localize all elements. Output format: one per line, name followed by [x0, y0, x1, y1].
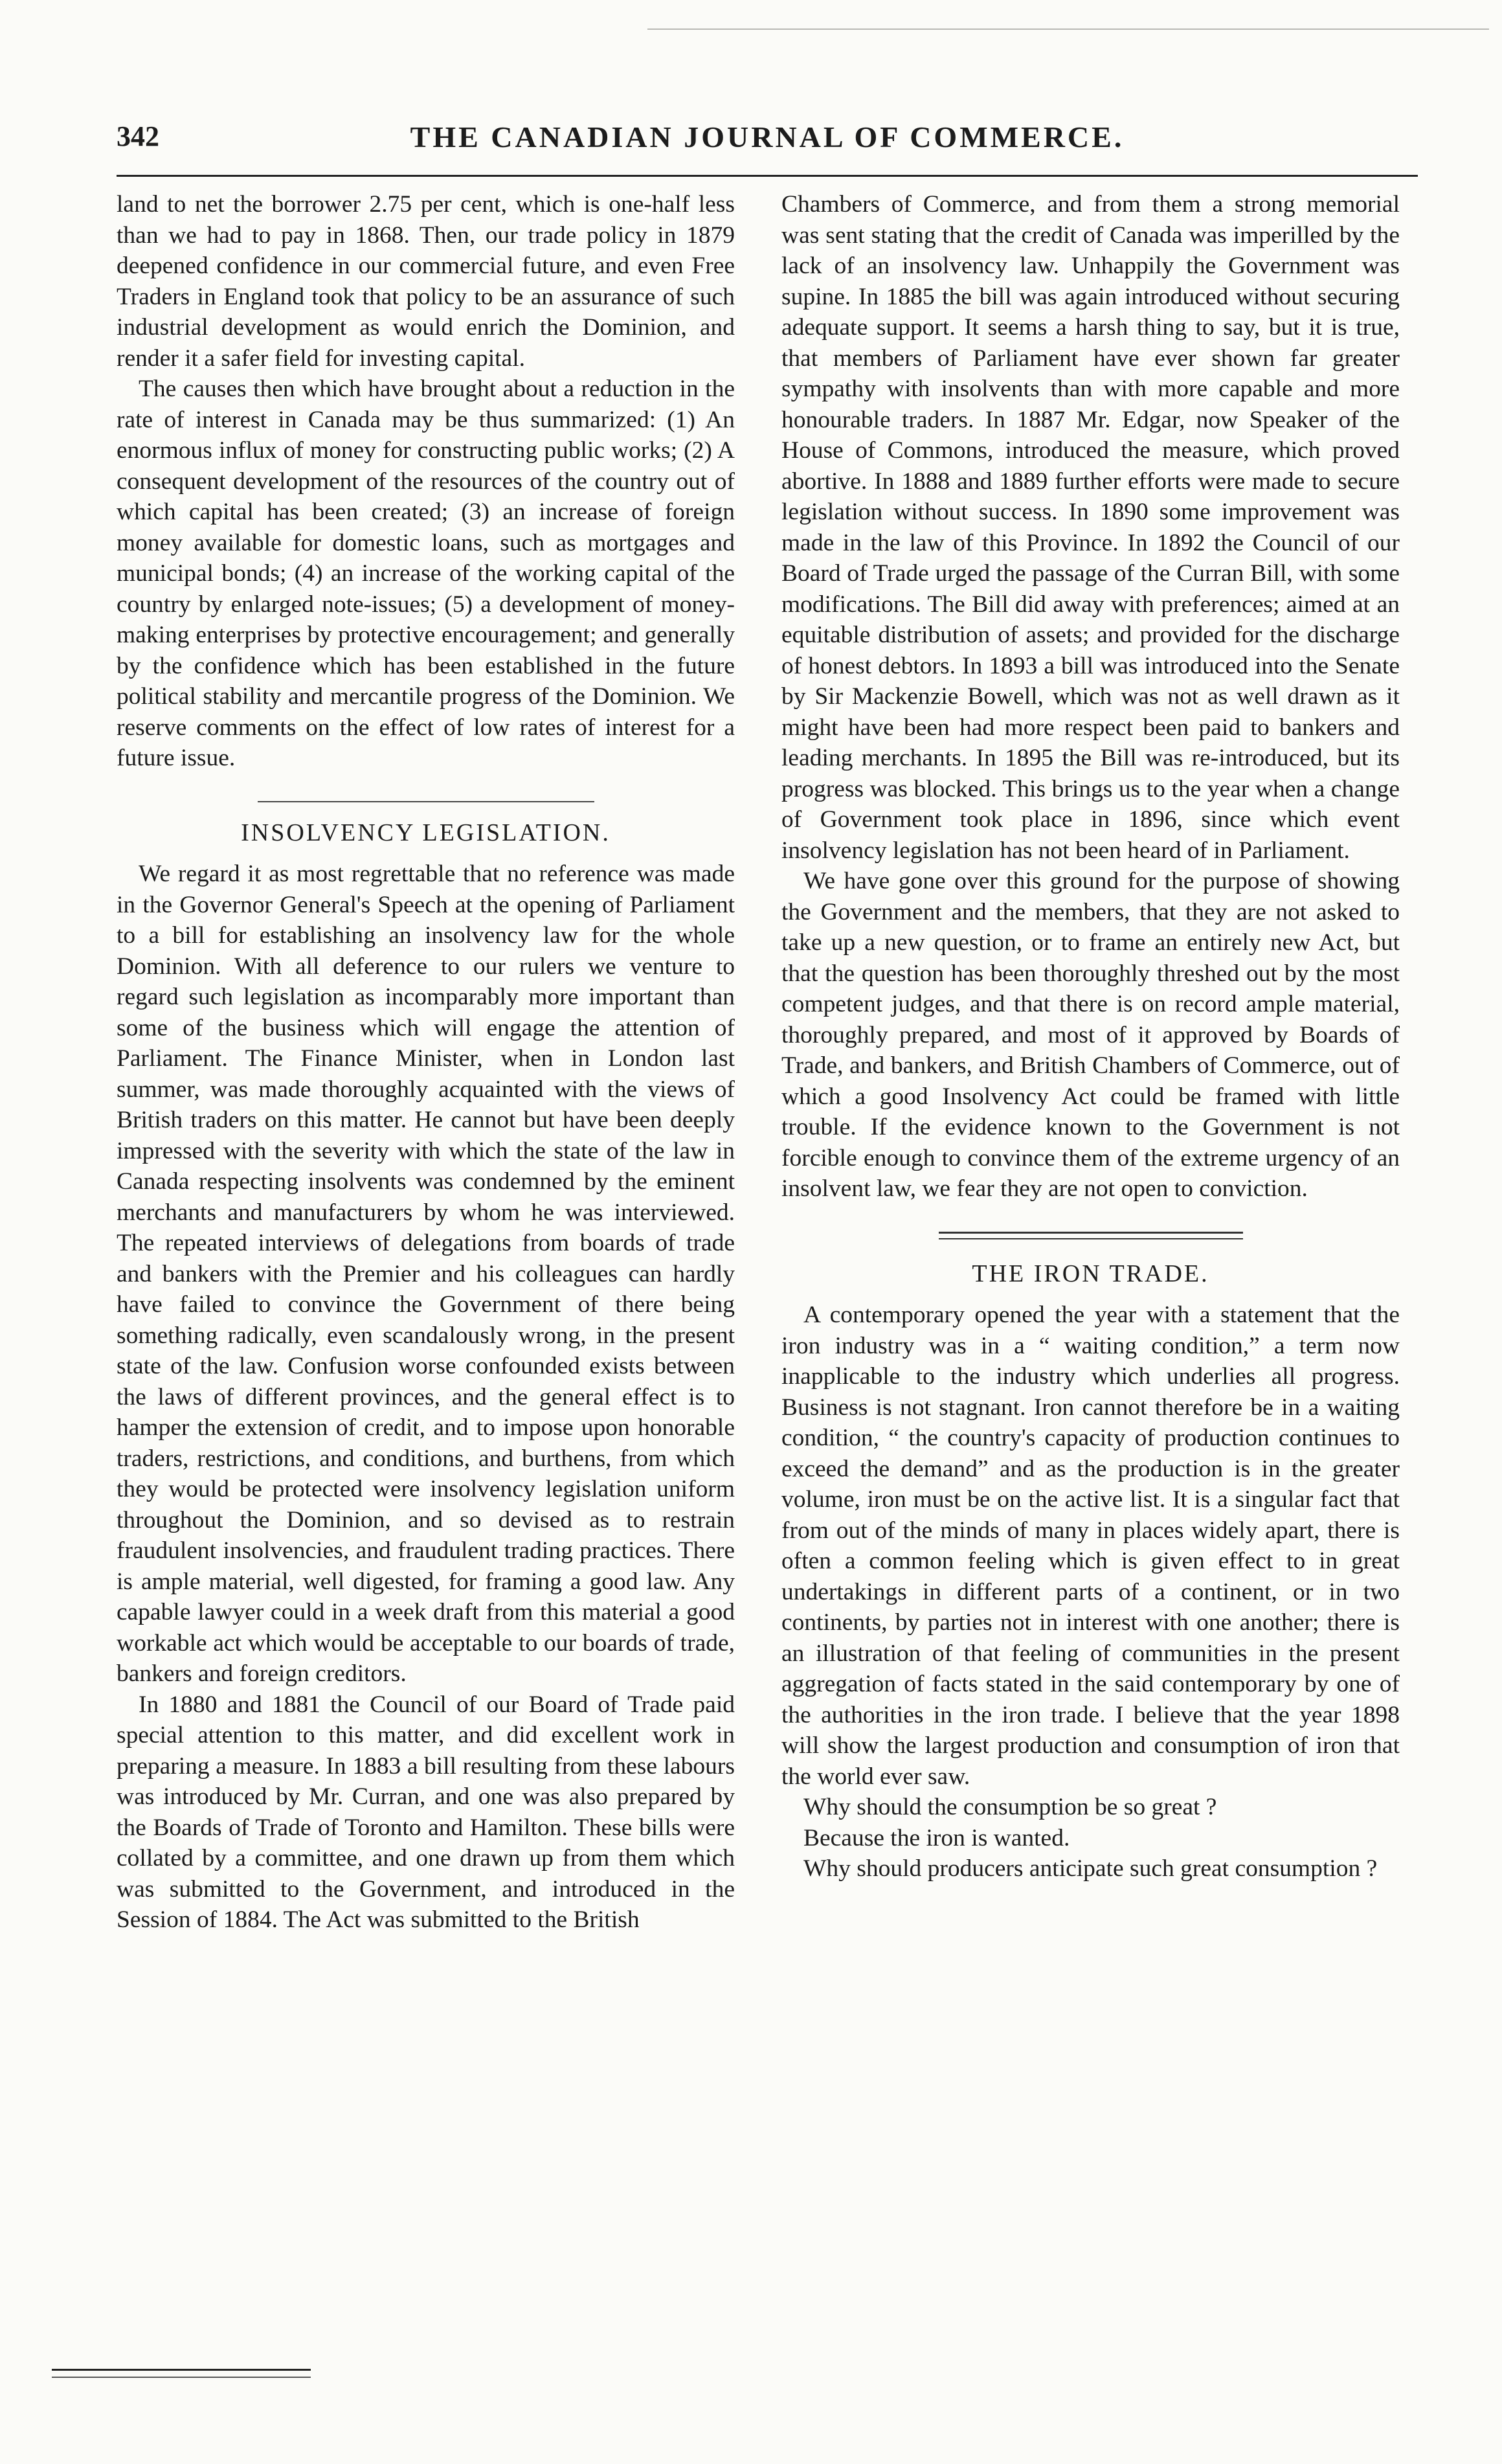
- left-column: [117, 189, 735, 1936]
- insolvency-heading: INSOLVENCY LEGISLATION.: [241, 819, 611, 846]
- footer-rule: [52, 2369, 311, 2371]
- journal-title: THE CANADIAN JOURNAL OF COMMERCE.: [410, 120, 1125, 153]
- page-header: [117, 120, 1418, 165]
- dialogue-line-1: Why should the consumption be so great ?: [803, 1794, 1217, 1820]
- iron-trade-paragraph: A contemporary opened the year with a statement that the iron industry was in a “ waiting condition,” a term now inapplicable to the industry which underlies all progress. Business is not stagnant. Iron cannot therefore be in a waiting condition, “ the country's capacity of production continues to exceed the demand” and as the production is in the greater volume, iron must be on the active list. It is a singular fact that from out of the minds of many in places widely apart, there is often a common feeling which is given effect to in great undertakings in different parts of a continent, or in two continents, by parties not in interest with one another; there is an illustration of that feeling of communities in the present aggregation of facts stated in the said contemporary by one of the authorities in the iron trade. I believe that the year 1898 will show the largest production and consumption of iron that the world ever saw.: [781, 1302, 1400, 1790]
- insolvency-paragraph-2: In 1880 and 1881 the Council of our Board of Trade paid special attention to this matter, and did excellent work in preparing a measure. In 1883 a bill resulting from these labours was introduced by Mr. Curran, and one was also prepared by the Boards of Trade of Toronto and Hamilton. These bills were collated by a committee, and one drawn up from them which was submitted to the Government, and introduced in the Session of 1884. The Act was submitted to the British: [117, 1691, 735, 1933]
- section-divider: [258, 801, 594, 802]
- dialogue-line-2: Because the iron is wanted.: [803, 1824, 1070, 1851]
- double-section-divider: [939, 1232, 1243, 1239]
- top-scan-line: [647, 28, 1489, 30]
- insolvency-paragraph-1: We regard it as most regrettable that no reference was made in the Governor General's Speech at the opening of Parliament to a bill for establishing an insolvency law for the whole Dominion. With all deference to our rulers we venture to regard such legislation as incomparably more important than some of the business which will engage the attention of Parliament. The Finance Minister, when in London last summer, was made thoroughly acquainted with the views of British traders on this matter. He cannot but have been deeply impressed with the severity with which the state of the law in Canada respecting insolvents was condemned by the eminent merchants and manufacturers by whom he was interviewed. The repeated interviews of delegations from boards of trade and bankers with the Premier and his colleagues can hardly have failed to convince the Government of there being something radically, even scandalously wrong, in the present state of the law. Confusion worse confounded exists between the laws of different provinces, and the general effect is to hamper the extension of credit, and to impose upon honorable traders, restrictions, and conditions, and burthens, from which they would be protected were insolvency legislation uniform throughout the Dominion, and so devised as to restrain fraudulent insolvencies, and fraudulent trading practices. There is ample material, well digested, for framing a good law. Any capable lawyer could in a week draft from this material a good workable act which would be acceptable to our boards of trade, bankers and foreign creditors.: [117, 861, 735, 1687]
- dialogue-line-3: Why should producers anticipate such great consumption ?: [803, 1855, 1378, 1882]
- iron-trade-heading: THE IRON TRADE.: [972, 1260, 1209, 1287]
- insolvency-paragraph-3: Chambers of Commerce, and from them a strong memorial was sent stating that the credit of Canada was imperilled by the lack of an insolvency law. Unhappily the Government was supine. In 1885 the bill was again introduced without securing adequate support. It seems a harsh thing to say, but it is true, that members of Parliament have ever shown far greater sympathy with insolvents than with more capable and more honourable traders. In 1887 Mr. Edgar, now Speaker of the House of Commons, introduced the measure, which proved abortive. In 1888 and 1889 further efforts were made to secure legislation without success. In 1890 some improvement was made in the law of this Province. In 1892 the Council of our Board of Trade urged the passage of the Curran Bill, with some modifications. The Bill did away with preferences; aimed at an equitable distribution of assets; and provided for the discharge of honest debtors. In 1893 a bill was introduced into the Senate by Sir Mackenzie Bowell, which was not as well drawn as it might have been had more respect been paid to bankers and leading merchants. In 1895 the Bill was re-introduced, but its progress was blocked. This brings us to the year when a change of Government took place in 1896, since which event insolvency legislation has not been heard of in Parliament.: [781, 191, 1400, 864]
- insolvency-paragraph-4: We have gone over this ground for the purpose of showing the Government and the members, that they are not asked to take up a new question, or to frame an entirely new Act, but that the question has been thoroughly threshed out by the most competent judges, and that there is on record ample material, thoroughly prepared, and most of it approved by Boards of Trade, and bankers, and British Chambers of Commerce, out of which a good Insolvency Act could be framed with little trouble. If the evidence known to the Government is not forcible enough to convince them of the extreme urgency of an insolvent law, we fear they are not open to conviction.: [781, 868, 1400, 1202]
- interest-paragraph-1: land to net the borrower 2.75 per cent, which is one-half less than we had to pay in 1868. Then, our trade policy in 1879 deepened confidence in our commercial future, and even Free Traders in England took that policy to be an assurance of such industrial development as would enrich the Dominion, and render it a safer field for investing capital.: [117, 191, 735, 372]
- header-rule: [117, 175, 1418, 177]
- interest-paragraph-2: The causes then which have brought about a reduction in the rate of interest in Canada may be thus summarized: (1) An enormous influx of money for constructing public works; (2) A consequent development of the resources of the country out of which capital has been created; (3) an increase of foreign money available for domestic loans, such as mortgages and municipal bonds; (4) an increase of the working capital of the country by enlarged note-issues; (5) a development of money-making enterprises by protective encouragement; and generally by the confidence which has been established in the future political stability and mercantile progress of the Dominion. We reserve comments on the effect of low rates of interest for a future issue.: [117, 376, 735, 771]
- footer-rule-thin: [52, 2377, 311, 2378]
- right-column: [781, 189, 1400, 1884]
- page-number: 342: [117, 120, 159, 152]
